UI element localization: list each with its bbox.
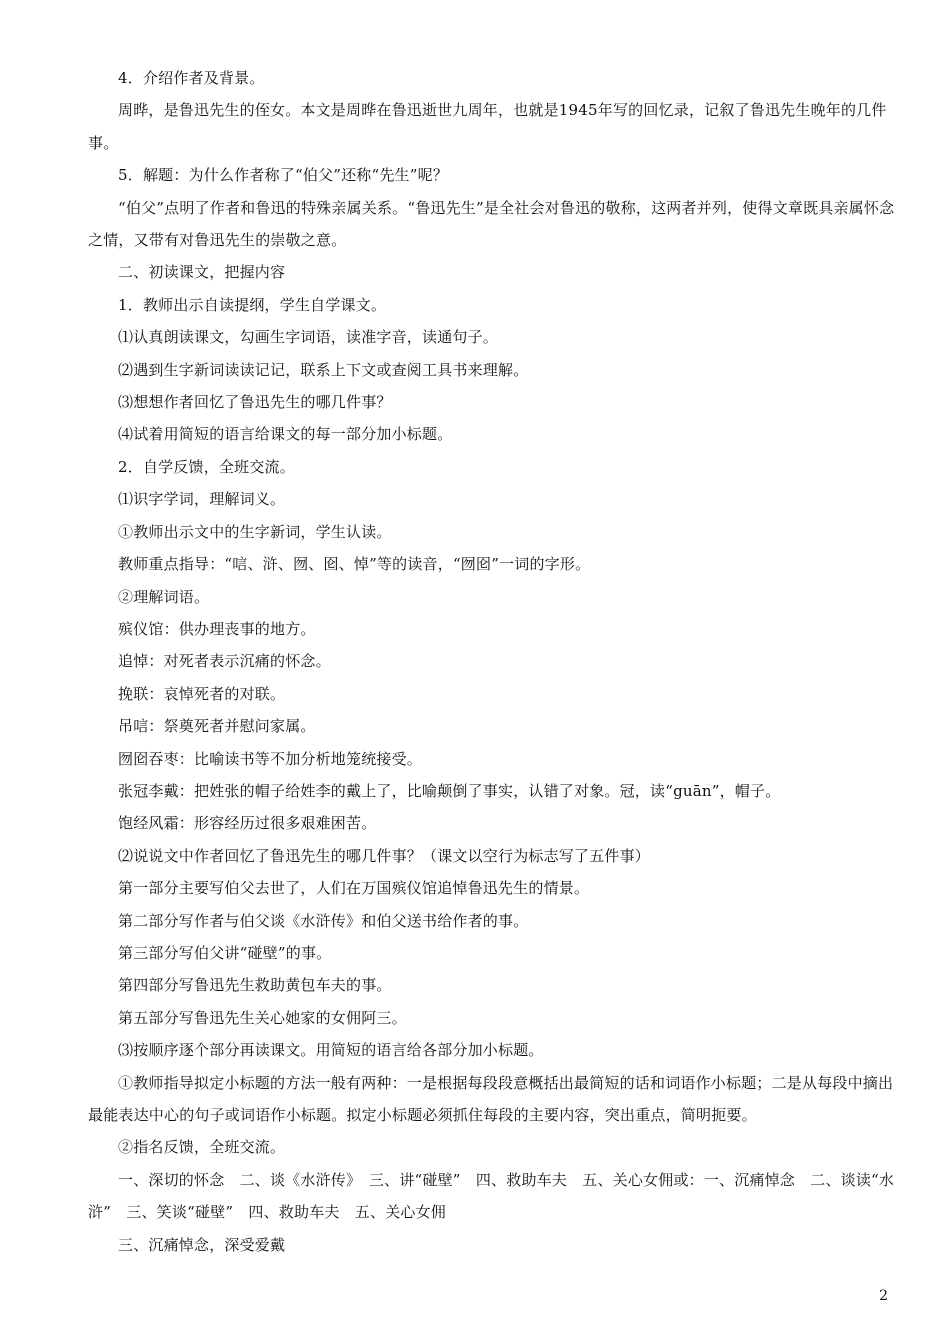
paragraph: 第三部分写伯父讲“碰壁”的事。 <box>118 943 332 962</box>
paragraph: ⑶按顺序逐个部分再读课文。用简短的语言给各部分加小标题。 <box>118 1041 544 1060</box>
paragraph: 吊唁：祭奠死者并慰问家属。 <box>118 717 316 736</box>
paragraph: ②指名反馈，全班交流。 <box>118 1138 286 1157</box>
paragraph: 第四部分写鲁迅先生救助黄包车夫的事。 <box>118 976 392 995</box>
paragraph: 第五部分写鲁迅先生关心她家的女佣阿三。 <box>118 1008 407 1027</box>
paragraph: ⑵遇到生字新词读读记记，联系上下文或查阅工具书来理解。 <box>118 360 529 379</box>
paragraph: ①教师出示文中的生字新词，学生认读。 <box>118 522 392 541</box>
paragraph: ①教师指导拟定小标题的方法一般有两种：一是根据每段段意概括出最简短的话和词语作小标题；二是从每段中摘出最能表达中心的句子或词语作小标题。拟定小标题必须抓住每段的主要内容，突出重点，简明扼要。 <box>88 1073 894 1124</box>
paragraph: 二、初读课文，把握内容 <box>118 263 286 282</box>
paragraph: ⑴认真朗读课文，勾画生字词语，读准字音，读通句子。 <box>118 328 499 347</box>
paragraph: 周晔，是鲁迅先生的侄女。本文是周晔在鲁迅逝世九周年，也就是1945年写的回忆录，记叙了鲁迅先生晚年的几件事。 <box>88 101 887 152</box>
paragraph: ⑶想想作者回忆了鲁迅先生的哪几件事？ <box>118 393 392 412</box>
paragraph: “伯父”点明了作者和鲁迅的特殊亲属关系。“鲁迅先生”是全社会对鲁迅的敬称，这两者并列，使得文章既具亲属怀念之情，又带有对鲁迅先生的崇敬之意。 <box>88 198 895 250</box>
document-body <box>88 62 900 1261</box>
paragraph: 1．教师出示自读提纲，学生自学课文。 <box>118 295 387 314</box>
paragraph: ⑷试着用简短的语言给课文的每一部分加小标题。 <box>118 425 453 444</box>
page-number: 2 <box>879 1288 888 1304</box>
paragraph: 囫囵吞枣：比喻读书等不加分析地笼统接受。 <box>118 749 423 768</box>
paragraph: 挽联：哀悼死者的对联。 <box>118 684 286 703</box>
paragraph: 2．自学反馈，全班交流。 <box>118 457 295 476</box>
paragraph: 第二部分写作者与伯父谈《水浒传》和伯父送书给作者的事。 <box>118 911 529 930</box>
paragraph: 饱经风霜：形容经历过很多艰难困苦。 <box>118 814 377 833</box>
paragraph: ⑴识字学词，理解词义。 <box>118 490 286 509</box>
paragraph: 5．解题：为什么作者称了“伯父”还称“先生”呢？ <box>118 166 449 185</box>
paragraph: 三、沉痛悼念，深受爱戴 <box>118 1235 286 1254</box>
paragraph: 追悼：对死者表示沉痛的怀念。 <box>118 652 331 671</box>
paragraph: 第一部分主要写伯父去世了，人们在万国殡仪馆追悼鲁迅先生的情景。 <box>118 879 590 898</box>
paragraph: 教师重点指导：“唁、浒、囫、囵、悼”等的读音，“囫囵”一词的字形。 <box>118 555 591 574</box>
paragraph: ②理解词语。 <box>118 587 210 606</box>
paragraph: 张冠李戴：把姓张的帽子给姓李的戴上了，比喻颠倒了事实，认错了对象。冠，读“guān”，帽子。 <box>118 781 781 800</box>
paragraph: 4．介绍作者及背景。 <box>118 69 265 87</box>
paragraph: 一、深切的怀念 二、谈《水浒传》 三、讲“碰壁” 四、救助车夫 五、关心女佣或：一、沉痛悼念 二、谈读“水浒” 三、笑谈“碰壁” 四、救助车夫 五、关心女佣 <box>88 1170 895 1222</box>
paragraph: ⑵说说文中作者回忆了鲁迅先生的哪几件事？（课文以空行为标志写了五件事） <box>118 846 651 865</box>
paragraph: 殡仪馆：供办理丧事的地方。 <box>118 619 316 638</box>
